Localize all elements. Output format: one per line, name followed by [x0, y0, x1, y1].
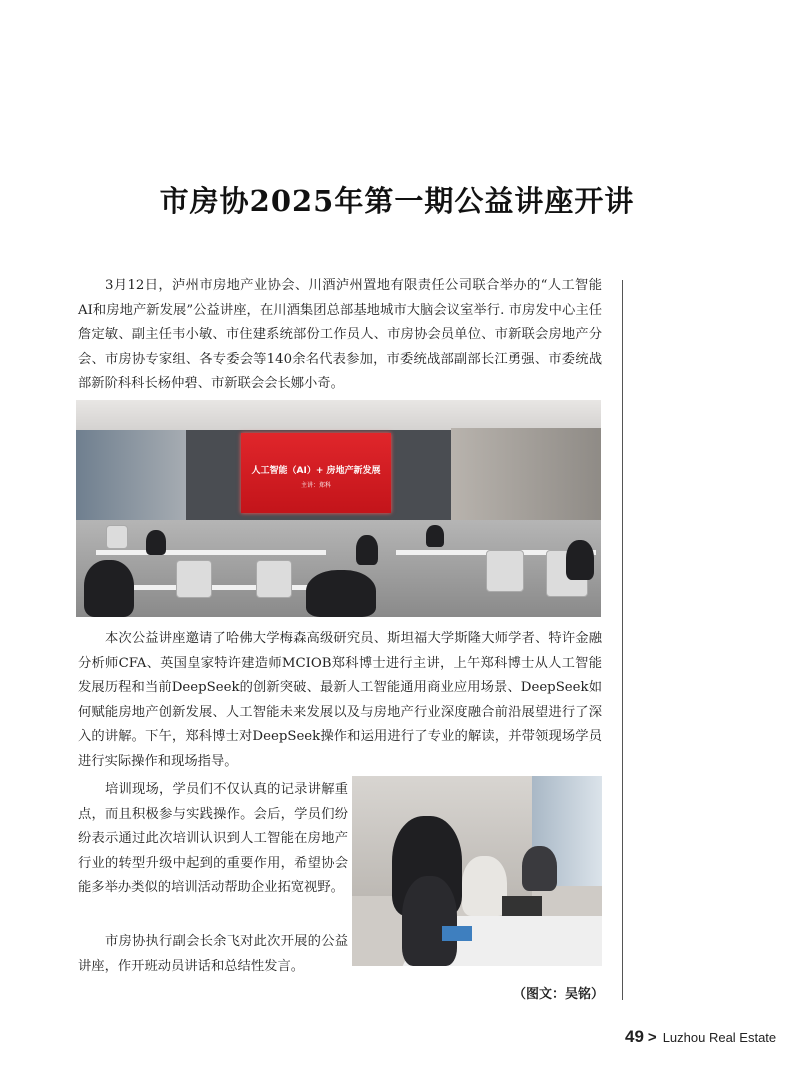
chair: [106, 525, 128, 549]
publication-name: Luzhou Real Estate: [662, 1030, 777, 1045]
paragraph-1: 3月12日，泸州市房地产业协会、川酒泸州置地有限责任公司联合举办的“人工智能AI和房地产新发展”公益讲座，在川酒集团总部基地城市大脑会议室举行. 市房发中心主任詹定敏、副主任韦小敏、市住建系统部份工作员人、市房协会员单位、市新联会房地产分会、市房协专家组、各专委会等140余名代表参加，市委统战部副部长江勇强、市委统战部新阶科科长杨仲碧、市新联会会长娜小奇。: [78, 278, 602, 392]
left-window-wall: [76, 430, 186, 530]
screen-title: 人工智能（AI）+ 房地产新发展: [251, 466, 381, 476]
laptop: [502, 896, 542, 916]
practice-photo: [352, 776, 602, 966]
photo-credit: （图文：吴铭）: [512, 987, 604, 1002]
chair: [176, 560, 212, 598]
attendee: [306, 570, 376, 617]
paragraph-3: 培训现场，学员们不仅认真的记录讲解重点，而且积极参与实践操作。会后，学员们纷纷表示通过此次培训认识到人工智能在房地产行业的转型升级中起到的重要作用，希望协会能多举办类似的培训活动帮助企业拓宽视野。: [78, 782, 348, 896]
attendee: [566, 540, 594, 580]
student: [402, 876, 457, 966]
notebook: [442, 926, 472, 941]
article-title: 市房协2025年第一期公益讲座开讲: [159, 184, 635, 219]
student: [522, 846, 557, 891]
lecture-hall-photo: [76, 400, 601, 617]
attendee: [426, 525, 444, 547]
screen-speaker: 主讲：郑科: [300, 482, 331, 489]
page-number: 49: [625, 1027, 644, 1046]
attendee: [146, 530, 166, 555]
page-footer: [625, 1027, 776, 1047]
arrow-icon: >: [647, 1029, 657, 1046]
desk-row: [96, 550, 326, 555]
chair: [256, 560, 292, 598]
student: [462, 856, 507, 916]
chair: [486, 550, 524, 592]
paragraph-2: 本次公益讲座邀请了哈佛大学梅森高级研究员、斯坦福大学斯隆大师学者、特许金融分析师CFA、英国皇家特许建造师MCIOB郑科博士进行主讲，上午郑科博士从人工智能发展历程和当前DeepSeek的创新突破、最新人工智能通用商业应用场景、DeepSeek如何赋能房地产创新发展、人工智能未来发展以及与房地产行业深度融合前沿展望进行了深入的讲解。下午，郑科博士对DeepSeek操作和运用进行了专业的解读，并带领现场学员进行实际操作和现场指导。: [78, 631, 602, 769]
attendee: [356, 535, 378, 565]
attendee: [84, 560, 134, 617]
paragraph-4: 市房协执行副会长余飞对此次开展的公益讲座，作开班动员讲话和总结性发言。: [78, 934, 348, 974]
column-rule: [622, 280, 623, 1000]
projection-screen: [241, 433, 391, 513]
